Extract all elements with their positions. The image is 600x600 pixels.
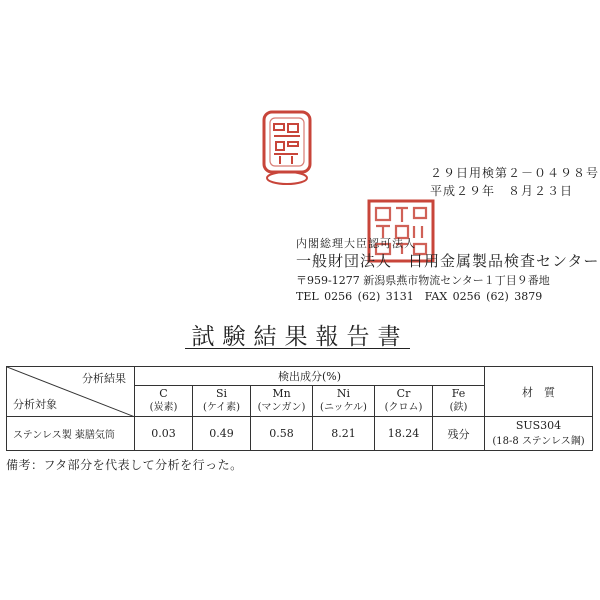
issuer-authorization: 内閣総理大臣認可法人 (296, 237, 416, 250)
material-description: (18-8 ステンレス鋼) (492, 435, 585, 447)
element-header-ni (313, 386, 375, 417)
element-symbol: Mn (272, 387, 291, 400)
value-si: 0.49 (193, 417, 251, 451)
detected-components-header: 検出成分(%) (135, 367, 485, 386)
element-symbol: Fe (451, 387, 466, 400)
report-title: 試験結果報告書 (191, 324, 409, 350)
issuer-name: 一般財団法人 日用金属製品検査センター (296, 252, 600, 270)
material-cell (485, 417, 593, 451)
results-table (6, 366, 593, 451)
report-date: 平成２９年 ８月２３日 (430, 184, 574, 198)
material-grade: SUS304 (515, 418, 562, 432)
element-name: (炭素) (149, 402, 178, 413)
element-name: (鉄) (449, 402, 468, 413)
value-ni: 8.21 (313, 417, 375, 451)
issuer-phone-fax: TEL 0256 (62) 3131 FAX 0256 (62) 3879 (296, 290, 543, 303)
top-seal-stamp (254, 110, 320, 186)
element-symbol: Ni (336, 387, 351, 400)
value-mn: 0.58 (251, 417, 313, 451)
element-name: (マンガン) (257, 402, 306, 413)
remarks-note: 備考：フタ部分を代表して分析を行った。 (6, 458, 243, 472)
element-header-fe (433, 386, 485, 417)
table-row (7, 417, 593, 451)
material-header: 材 質 (485, 367, 593, 417)
value-cr: 18.24 (375, 417, 433, 451)
corner-top-label: 分析結果 (82, 372, 126, 385)
sample-name-cell: ステンレス製 薬膳気筒 (7, 417, 135, 451)
element-header-mn (251, 386, 313, 417)
element-symbol: Si (215, 387, 228, 400)
element-symbol: Cr (396, 387, 411, 400)
element-header-cr (375, 386, 433, 417)
element-symbol: C (159, 387, 168, 400)
element-name: (ケイ素) (202, 402, 241, 413)
corner-bottom-label: 分析対象 (13, 398, 57, 411)
table-corner-cell (7, 367, 135, 417)
element-name: (クロム) (384, 402, 423, 413)
element-header-si (193, 386, 251, 417)
report-number: ２９日用検第２－０４９８号 (430, 166, 600, 180)
title-underline (185, 348, 410, 349)
element-name: (ニッケル) (320, 402, 367, 413)
element-header-c (135, 386, 193, 417)
report-header (430, 164, 599, 200)
value-fe: 残分 (433, 417, 485, 451)
value-c: 0.03 (135, 417, 193, 451)
issuer-address: 〒959-1277 新潟県燕市物流センター１丁目９番地 (296, 274, 550, 287)
